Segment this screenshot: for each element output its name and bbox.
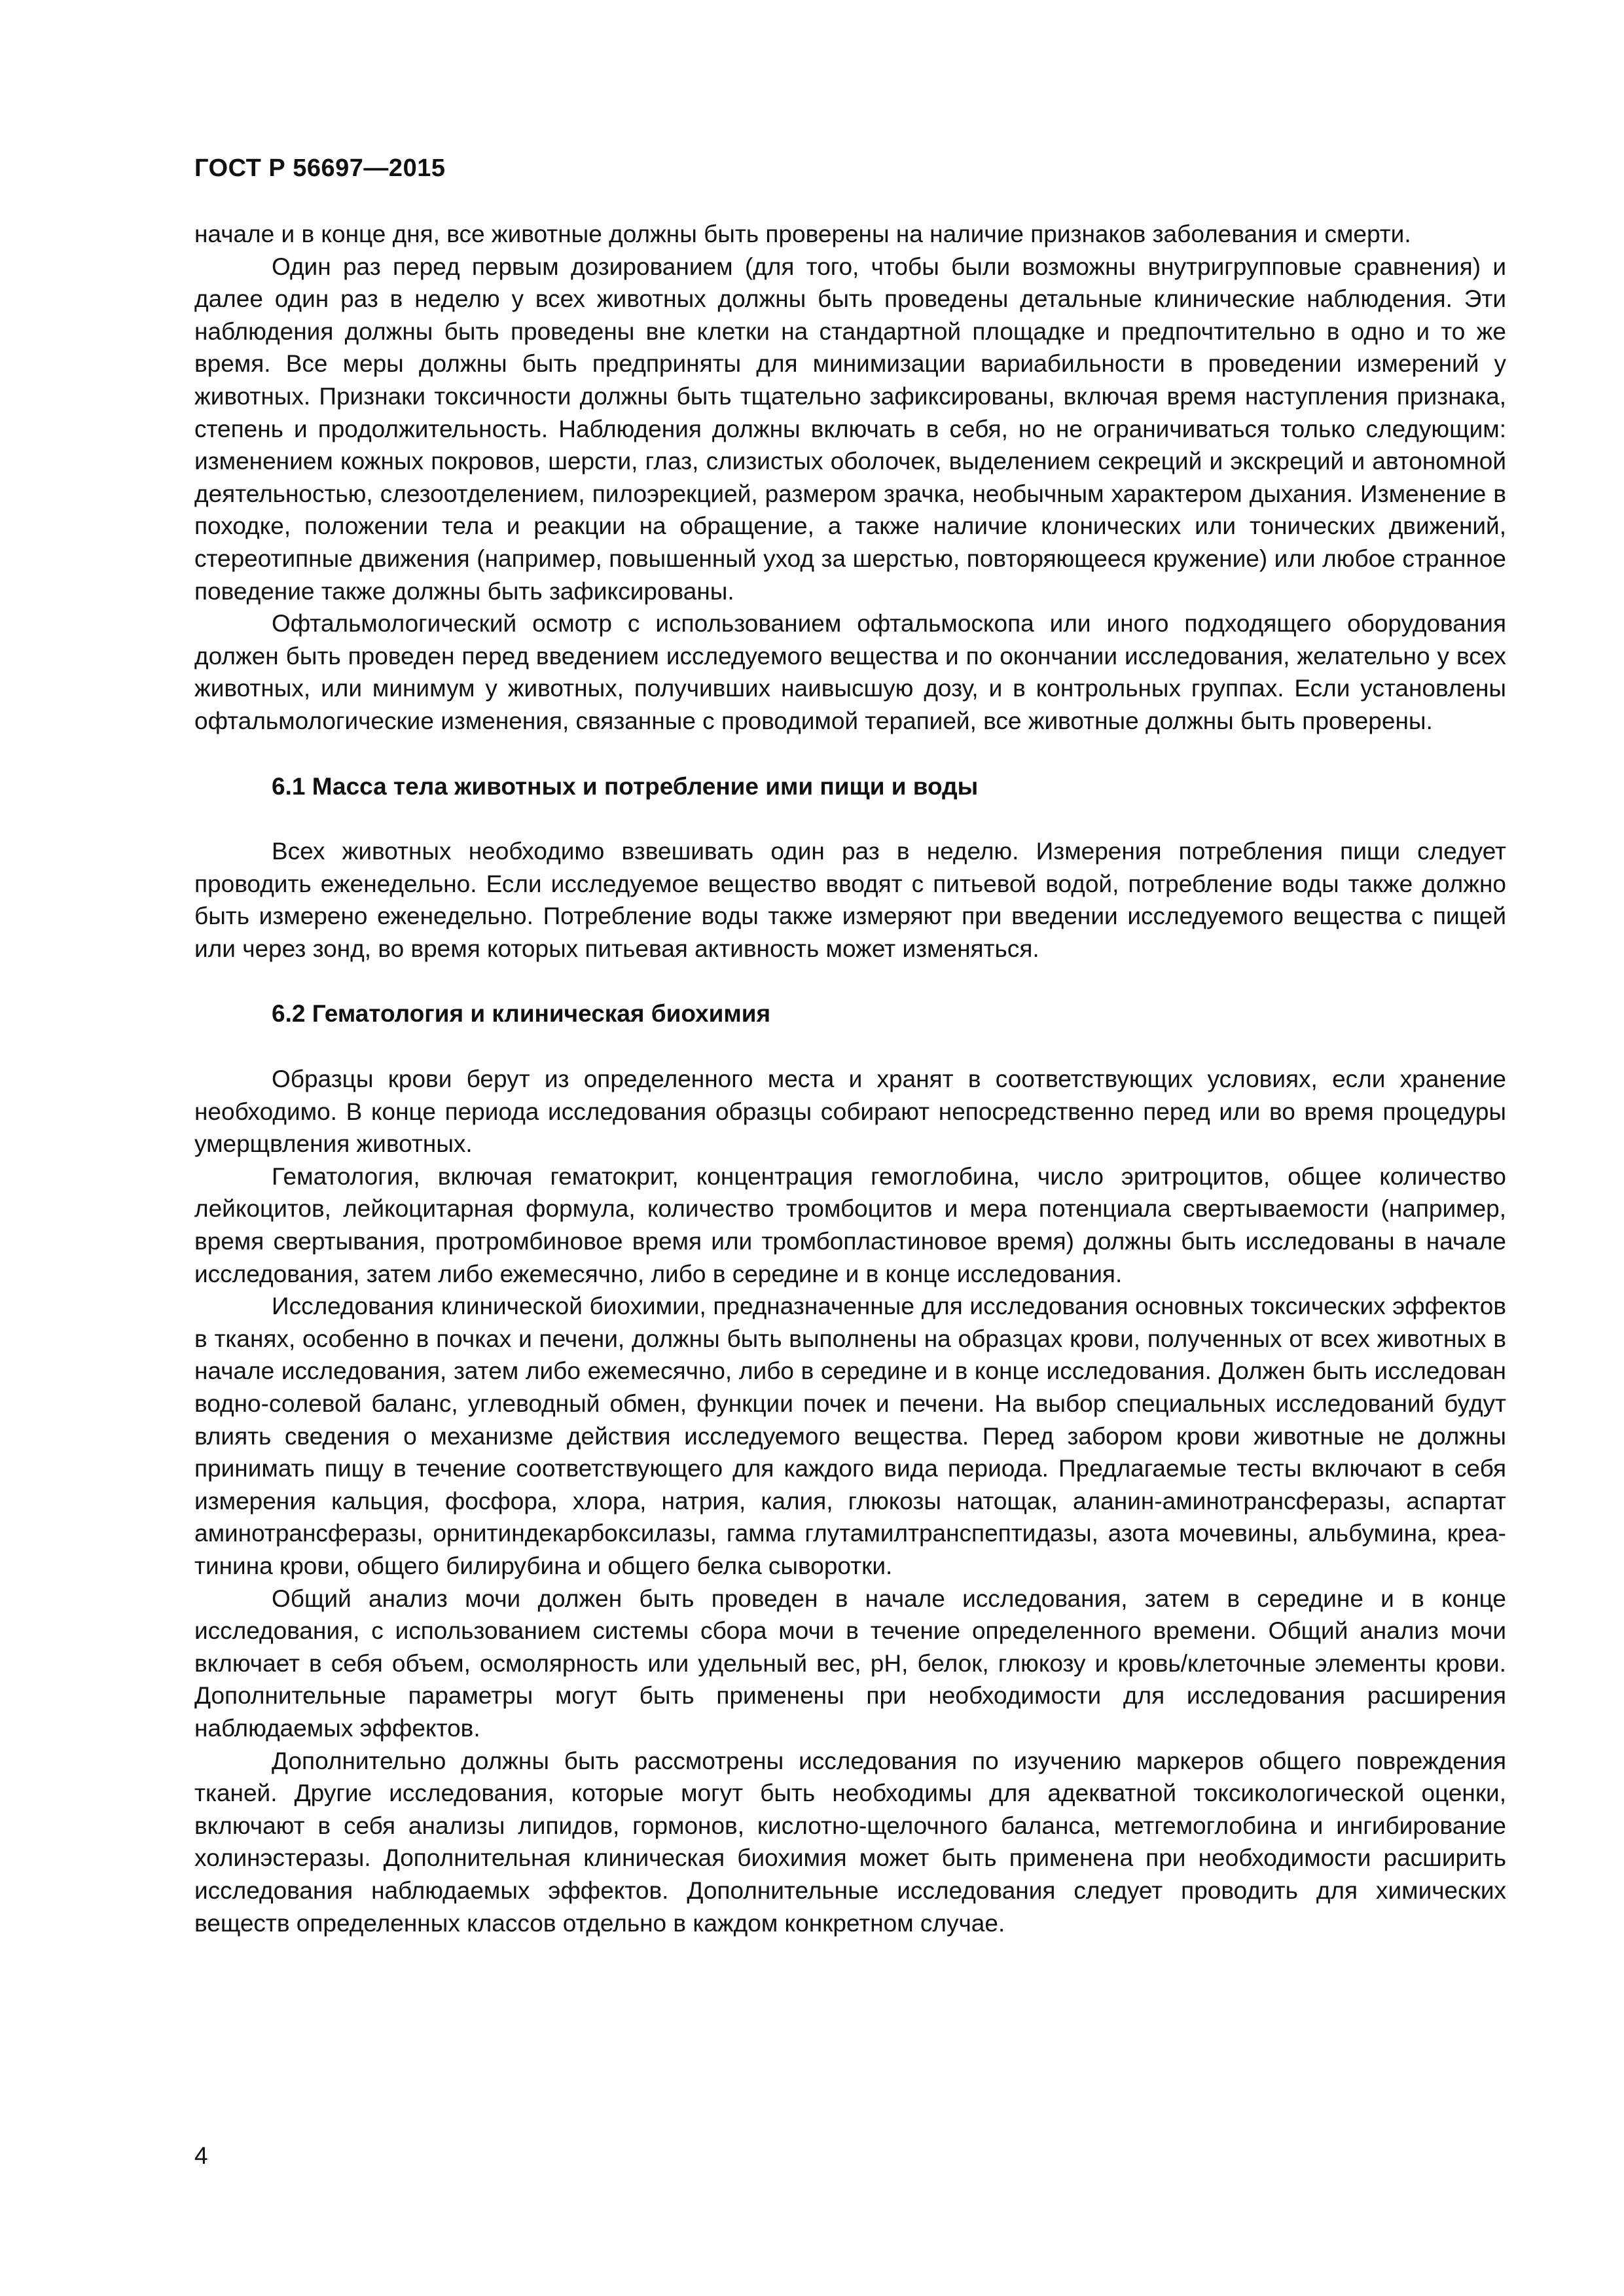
paragraph-continuation: начале и в конце дня, все животные должны быть проверены на наличие признаков заболевания и смерти. <box>194 221 1411 247</box>
section-heading-6-2: 6.2 Гематология и клиническая биохимия <box>272 1000 771 1028</box>
paragraph-ophthalmology: Офтальмологический осмотр с использованием офтальмоскопа или иного подходящего оборудования должен быть проведен перед введением исследуемого вещества и по окончании исследования, желательно у всех животных, или минимум у животных, получивших наивысшую дозу, и в контрольных группах. Если установлены офтальмологические изменения, связанные с проводимой терапией, все животные должны быть проверены. <box>194 610 1506 734</box>
document-code-header: ГОСТ Р 56697—2015 <box>194 154 446 182</box>
paragraph-hematology: Гематология, включая гематокрит, концентрация гемоглобина, число эритроцитов, общее количество лейкоцитов, лейкоцитарная формула, количество тромбоцитов и мера потенциала свертываемости (например, время свертывания, протромбиновое время или тромбопластиновое время) должны быть исследованы в начале исследования, затем либо ежемесячно, либо в середине и в конце исследования. <box>194 1162 1506 1287</box>
paragraph-clinical-biochemistry: Исследования клинической биохимии, предназначенные для исследования основных токсических эффектов в тканях, особенно в почках и печени, должны быть выполнены на образцах крови, полученных от всех животных в начале исследования, затем либо ежемесячно, либо в середине и в конце исследования. Должен быть исследован водно-солевой баланс, углеводный обмен, функции почек и печени. На выбор специальных исследований будут влиять сведения о механизме действия исследуемого вещества. Перед забором крови животные не должны принимать пищу в течение соответствующего для каждого вида периода. Предлагаемые тесты включают в себя измерения кальция, фосфора, хлора, натрия, калия, глюкозы натощак, аланин-аминотрансферазы, аспартат аминотрансферазы, орнитиндекарбоксилазы, гамма глутамилтранспептидазы, азота мочевины, альбумина, креатинина крови, общего билирубина и общего белка сыворотки. <box>194 1293 1506 1579</box>
paragraph-urinalysis: Общий анализ мочи должен быть проведен в начале исследования, затем в середине и в конце исследования, с использованием системы сбора мочи в течение определенного времени. Общий анализ мочи включает в себя объем, осмолярность или удельный вес, pH, белок, глюкозу и кровь/клеточные элементы крови. Дополнительные параметры могут быть применены при необходимости для исследования расширения наблюдаемых эффектов. <box>194 1585 1506 1742</box>
paragraph-body-weight: Всех животных необходимо взвешивать один раз в неделю. Измерения потребления пищи следует проводить еженедельно. Если исследуемое вещество вводят с питьевой водой, потребление воды также должно быть измерено еженедельно. Потребление воды также измеряют при введении исследуемого вещества с пищей или через зонд, во время которых питьевая активность может изменяться. <box>194 838 1506 962</box>
page-number: 4 <box>194 2142 208 2169</box>
section-heading-6-1: 6.1 Масса тела животных и потребление ими пищи и воды <box>272 772 979 800</box>
paragraph-clinical-observations: Один раз перед первым дозированием (для того, чтобы были возможны внутригрупповые сравнения) и далее один раз в неделю у всех животных должны быть проведены детальные клинические наблюдения. Эти наблюдения должны быть проведены вне клетки на стандартной площадке и предпочтительно в одно и то же время. Все меры должны быть предприняты для минимизации вариабильности в проведении измерений у животных. Признаки токсичности должны быть тщательно зафиксированы, включая время наступления признака, степень и продолжительность. Наблюдения должны включать в себя, но не ограничиваться только следующим: изменением кожных покровов, шерсти, глаз, слизистых оболочек, выделением секреций и экскреций и автономной деятельностью, слезоотделением, пилоэрекцией, размером зрачка, необычным характером дыхания. Изменение в походке, положении тела и реакции на обращение, а также наличие клонических или тонических движений, стереотипные движения (например, повышенный уход за шерстью, повторяющееся кружение) или любое странное поведение также должны быть зафиксированы. <box>194 253 1506 605</box>
paragraph-additional-studies: Дополнительно должны быть рассмотрены исследования по изучению маркеров общего повреждения тканей. Другие исследования, которые могут быть необходимы для адекватной токсикологической оценки, включают в себя анализы липидов, гормонов, кислотно-щелочного баланса, метгемоглобина и ингибирование холинэстеразы. Дополнительная клиническая биохимия может быть применена при необходимости расширить исследования наблюдаемых эффектов. Дополнительные исследования следует проводить для химических веществ определенных классов отдельно в каждом конкретном случае. <box>194 1747 1506 1937</box>
paragraph-blood-samples: Образцы крови берут из определенного места и хранят в соответствующих условиях, если хранение необходимо. В конце периода исследования образцы собирают непосредственно перед или во время процедуры умерщвления животных. <box>194 1066 1506 1158</box>
document-body <box>194 218 1506 1939</box>
